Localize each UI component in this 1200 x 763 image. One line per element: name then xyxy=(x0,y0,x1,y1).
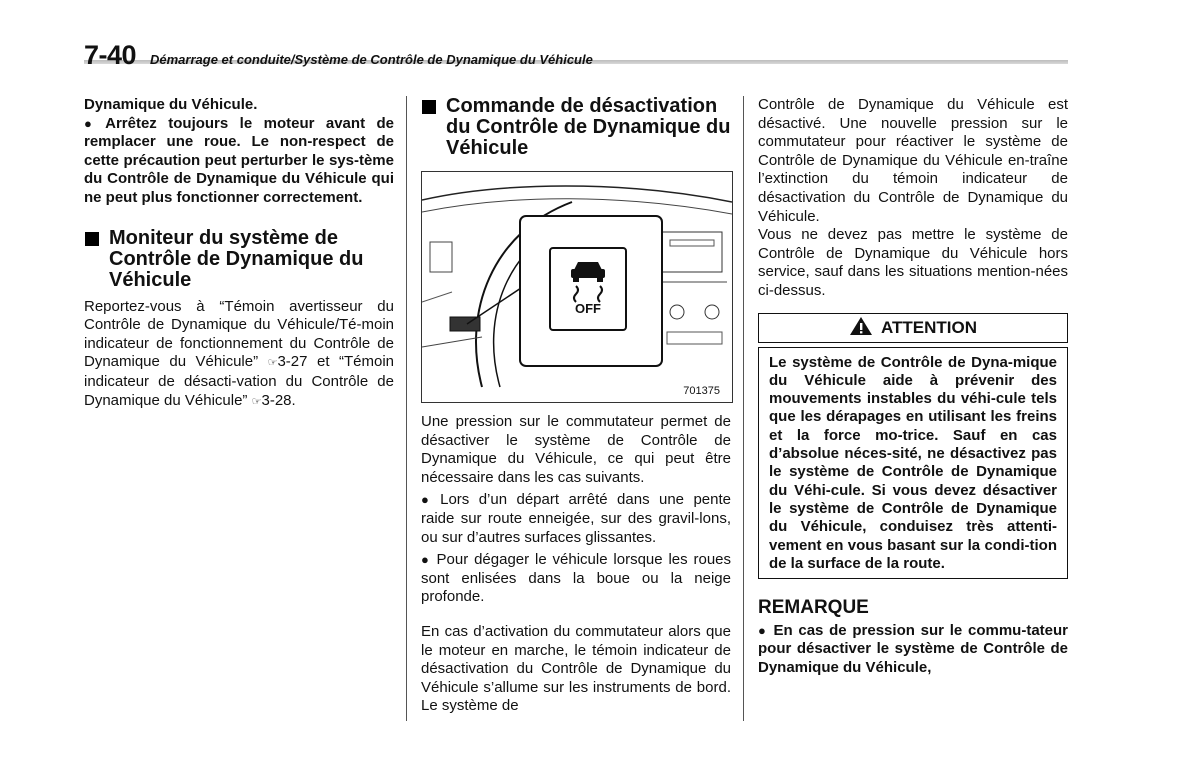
bullet-text: Arrêtez toujours le moteur avant de remplacer une roue. Le non-respect de cette précaution peut perturber le sys-tème du Contrôle de Dynamique du Véhicule qui ne peut plus fonctionner correctement. xyxy=(84,114,394,206)
page-number: 7-40 xyxy=(84,40,137,70)
bullet-dot-icon: ● xyxy=(84,115,100,131)
column-3 xyxy=(758,96,1068,677)
paragraph-reference xyxy=(84,298,394,412)
figure-number: 701375 xyxy=(683,385,720,397)
square-bullet-icon xyxy=(85,232,99,246)
reference-page: 3-28. xyxy=(261,391,296,409)
paragraph-body: Une pression sur le commutateur permet de désactiver le système de Contrôle de Dynamique du Véhicule, ce qui peut être nécessaire dans les cas suivants. xyxy=(421,413,731,486)
body-text: et “Témoin indicateur de désacti-vation du Contrôle de Dynamique du Véhicule” xyxy=(84,353,394,409)
square-bullet-icon xyxy=(422,100,436,114)
section-heading-switch xyxy=(421,96,731,159)
dashboard-illustration xyxy=(422,172,732,402)
bullet-dot-icon: ● xyxy=(421,552,431,568)
column-2 xyxy=(421,96,731,716)
bullet-dot-icon: ● xyxy=(421,492,435,508)
body-text: Reportez-vous à “Témoin avertisseur du Contrôle de Dynamique du Véhicule/Té-moin indicateur de fonctionnement du Contrôle de Dynamique du Véhicule” xyxy=(84,297,394,371)
dashboard-figure xyxy=(421,171,733,403)
attention-header xyxy=(758,313,1068,343)
column-1 xyxy=(84,96,394,411)
paragraph-body: En cas d’activation du commutateur alors que le moteur en marche, le témoin indicateur de désactivation du Contrôle de Dynamique du Véhicule s’allume sur les instruments de bord. Le système de xyxy=(421,622,731,715)
switch-off-label: OFF xyxy=(575,301,601,316)
reference-page: 3-27 xyxy=(277,353,308,371)
page-reference-icon: ☞ xyxy=(267,357,278,370)
bullet-text: Pour dégager le véhicule lorsque les roues sont enlisées dans la boue ou la neige profonde. xyxy=(421,551,731,606)
column-divider-2 xyxy=(743,96,744,721)
attention-body: Le système de Contrôle de Dyna-mique du Véhicule aide à prévenir des mouvements instables du véhi-cule tels que les dérapages en utilisant les freins et la force mo-trice. Sauf en cas d’absolue néces-sité, ne désactivez pas le système de Contrôle de Dynamique du Véhi-cule. Si vous devez désactiver le système de Contrôle de Dynamique du Véhicule, conduisez très attenti-vement en vous basant sur la condi-tion de la surface de la route. xyxy=(758,347,1068,580)
list-item xyxy=(84,115,394,208)
paragraph-body: Contrôle de Dynamique du Véhicule est désactivé. Une nouvelle pression sur le commutateur pour réactiver le système de Contrôle de Dynamique du Véhicule en-traîne l’extinction du témoin indicateur de désactivation du Contrôle de Dynamique du Véhicule. xyxy=(758,96,1068,225)
list-item xyxy=(421,491,731,547)
column-divider-1 xyxy=(406,96,407,721)
warning-triangle-icon xyxy=(849,316,873,342)
section-heading-monitor xyxy=(84,228,394,291)
paragraph-lead: Dynamique du Véhicule. xyxy=(84,96,258,113)
paragraph-body: Vous ne devez pas mettre le système de Contrôle de Dynamique du Véhicule hors service, sauf dans les situations mention-nées ci-dessus. xyxy=(758,226,1068,299)
attention-title: ATTENTION xyxy=(880,317,977,337)
heading-text: Moniteur du système de Contrôle de Dynamique du Véhicule xyxy=(109,226,364,291)
list-item xyxy=(421,551,731,607)
header-title: Démarrage et conduite/Système de Contrôle de Dynamique du Véhicule xyxy=(150,52,593,67)
bullet-dot-icon: ● xyxy=(758,622,768,638)
note-title: REMARQUE xyxy=(758,597,869,619)
page-reference-icon: ☞ xyxy=(251,395,262,408)
page-header xyxy=(84,40,1068,70)
heading-text: Commande de désactivation du Contrôle de Dynamique du Véhicule xyxy=(446,95,731,159)
bullet-text: En cas de pression sur le commu-tateur pour désactiver le système de Contrôle de Dynamique du Véhicule, xyxy=(758,621,1068,676)
list-item xyxy=(758,622,1068,678)
bullet-text: Lors d’un départ arrêté dans une pente raide sur route enneigée, sur des gravil-lons, ou sur d’autres surfaces glissantes. xyxy=(421,491,731,546)
